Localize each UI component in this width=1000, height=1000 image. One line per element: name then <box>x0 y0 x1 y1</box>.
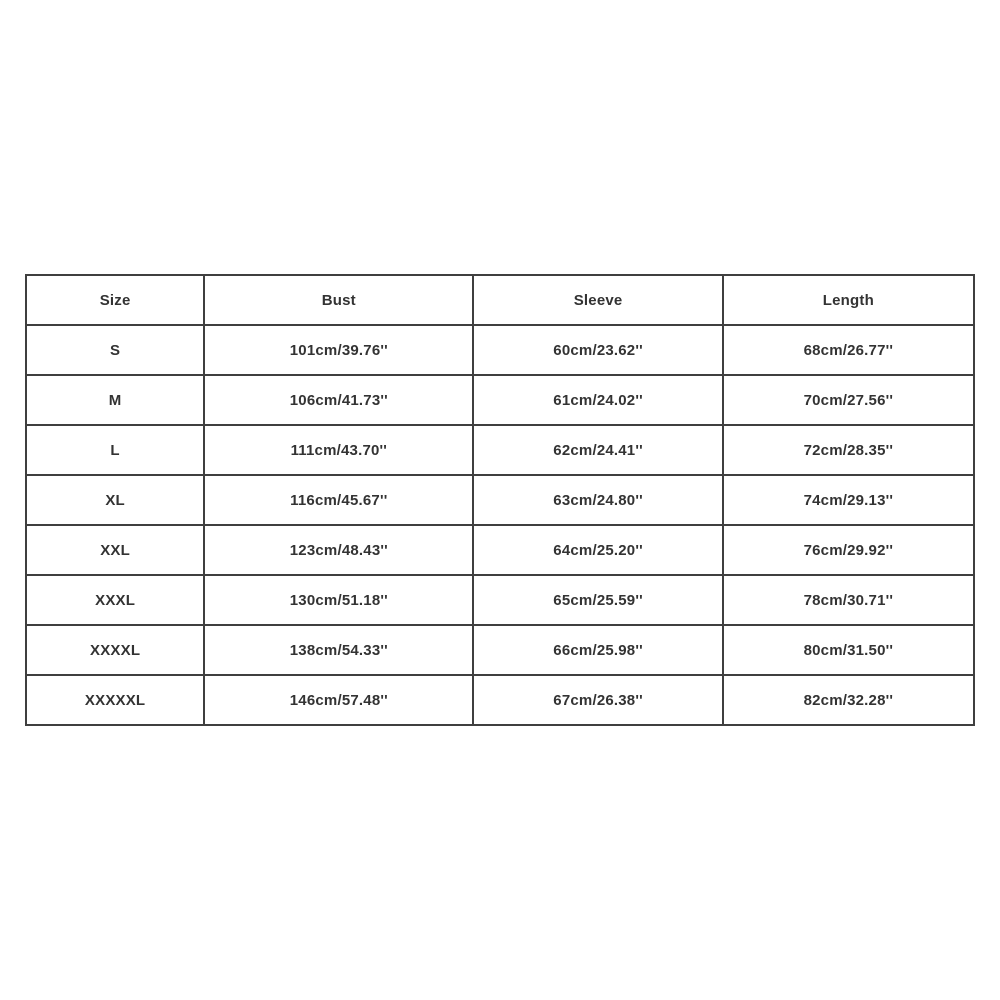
measurement-cell: 61cm/24.02'' <box>473 375 722 425</box>
measurement-cell: 70cm/27.56'' <box>723 375 974 425</box>
size-chart-container <box>25 274 975 726</box>
measurement-cell: 74cm/29.13'' <box>723 475 974 525</box>
measurement-cell: 68cm/26.77'' <box>723 325 974 375</box>
column-header-bust: Bust <box>204 275 473 325</box>
measurement-cell: 123cm/48.43'' <box>204 525 473 575</box>
size-cell: XXL <box>26 525 204 575</box>
header-row <box>26 275 974 325</box>
measurement-cell: 138cm/54.33'' <box>204 625 473 675</box>
table-row-l <box>26 425 974 475</box>
size-cell: S <box>26 325 204 375</box>
measurement-cell: 106cm/41.73'' <box>204 375 473 425</box>
size-chart-header <box>26 275 974 325</box>
measurement-cell: 80cm/31.50'' <box>723 625 974 675</box>
measurement-cell: 60cm/23.62'' <box>473 325 722 375</box>
table-row-xxxxxl <box>26 675 974 725</box>
table-row-xxl <box>26 525 974 575</box>
size-cell: XL <box>26 475 204 525</box>
table-row-xxxl <box>26 575 974 625</box>
measurement-cell: 82cm/32.28'' <box>723 675 974 725</box>
column-header-length: Length <box>723 275 974 325</box>
measurement-cell: 72cm/28.35'' <box>723 425 974 475</box>
measurement-cell: 65cm/25.59'' <box>473 575 722 625</box>
measurement-cell: 111cm/43.70'' <box>204 425 473 475</box>
size-cell: M <box>26 375 204 425</box>
column-header-size: Size <box>26 275 204 325</box>
measurement-cell: 64cm/25.20'' <box>473 525 722 575</box>
measurement-cell: 66cm/25.98'' <box>473 625 722 675</box>
measurement-cell: 146cm/57.48'' <box>204 675 473 725</box>
measurement-cell: 78cm/30.71'' <box>723 575 974 625</box>
table-row-xl <box>26 475 974 525</box>
table-row-xxxxl <box>26 625 974 675</box>
size-cell: XXXL <box>26 575 204 625</box>
size-chart-body <box>26 325 974 725</box>
size-chart-table <box>25 274 975 726</box>
measurement-cell: 116cm/45.67'' <box>204 475 473 525</box>
size-cell: XXXXXL <box>26 675 204 725</box>
measurement-cell: 130cm/51.18'' <box>204 575 473 625</box>
column-header-sleeve: Sleeve <box>473 275 722 325</box>
measurement-cell: 62cm/24.41'' <box>473 425 722 475</box>
measurement-cell: 76cm/29.92'' <box>723 525 974 575</box>
table-row-s <box>26 325 974 375</box>
measurement-cell: 101cm/39.76'' <box>204 325 473 375</box>
measurement-cell: 67cm/26.38'' <box>473 675 722 725</box>
size-cell: XXXXL <box>26 625 204 675</box>
table-row-m <box>26 375 974 425</box>
size-cell: L <box>26 425 204 475</box>
measurement-cell: 63cm/24.80'' <box>473 475 722 525</box>
